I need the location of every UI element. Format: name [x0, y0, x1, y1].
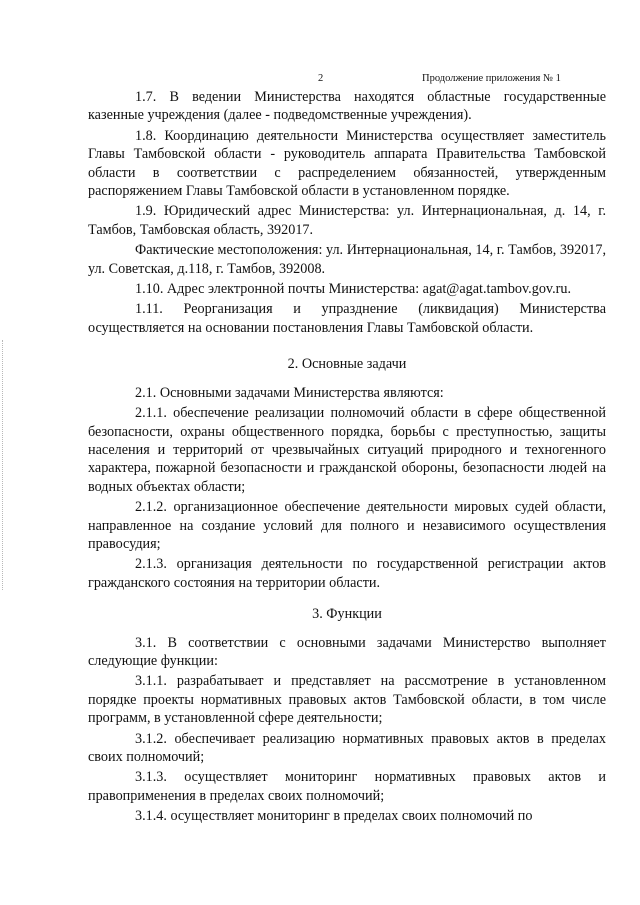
paragraph-1-11: 1.11. Реорганизация и упразднение (ликвидация) Министерства осуществляется на основании постановления Главы Тамбовской области.	[88, 301, 606, 336]
scan-margin-mark	[2, 340, 5, 590]
paragraph-3-1: 3.1. В соответствии с основными задачами Министерство выполняет следующие функции:	[88, 634, 606, 669]
paragraph-3-1-3: 3.1.3. осуществляет мониторинг нормативных правовых актов и правоприменения в пределах своих полномочий;	[88, 769, 606, 804]
section-heading-3: 3. Функции	[312, 606, 382, 623]
paragraph-1-9-actual-locations: Фактические местоположения: ул. Интернациональная, 14, г. Тамбов, 392017, ул. Советская, д.118, г. Тамбов, 392008.	[88, 242, 606, 277]
paragraph-2-1-2: 2.1.2. организационное обеспечение деятельности мировых судей области, направленное на создание условий для полного и независимого осуществления правосудия;	[88, 499, 606, 552]
header-note: Продолжение приложения № 1	[422, 73, 561, 84]
paragraph-1-8: 1.8. Координацию деятельности Министерства осуществляет заместитель Главы Тамбовской области - руководитель аппарата Правительства Тамбовской области в соответствии с распределением обязанностей, утвержденным распоряжением Главы Тамбовской области в установленном порядке.	[88, 127, 606, 200]
paragraph-3-1-4: 3.1.4. осуществляет мониторинг в пределах своих полномочий по	[135, 808, 533, 825]
section-heading-2: 2. Основные задачи	[287, 356, 407, 373]
paragraph-1-10: 1.10. Адрес электронной почты Министерства: agat@agat.tambov.gov.ru.	[135, 281, 572, 298]
page-number: 2	[318, 73, 324, 84]
paragraph-1-9: 1.9. Юридический адрес Министерства: ул. Интернациональная, д. 14, г. Тамбов, Тамбовская область, 392017.	[88, 203, 606, 238]
paragraph-2-1: 2.1. Основными задачами Министерства являются:	[135, 384, 444, 401]
paragraph-2-1-3: 2.1.3. организация деятельности по государственной регистрации актов гражданского состояния на территории области.	[88, 556, 606, 591]
document-body	[88, 88, 606, 828]
paragraph-3-1-1: 3.1.1. разрабатывает и представляет на рассмотрение в установленном порядке проекты нормативных правовых актов Тамбовской области, в том числе программ, в установленной сфере деятельности;	[88, 673, 606, 727]
paragraph-1-7: 1.7. В ведении Министерства находятся областные государственные казенные учреждения (далее - подведомственные учреждения).	[88, 89, 606, 124]
paragraph-3-1-2: 3.1.2. обеспечивает реализацию нормативных правовых актов в пределах своих полномочий;	[88, 730, 606, 765]
paragraph-2-1-1: 2.1.1. обеспечение реализации полномочий области в сфере общественной безопасности, охраны общественного порядка, борьбы с преступностью, защиты населения и территорий от чрезвычайных ситуаций природного и техногенного характера, пожарной безопасности и гражданской обороны, безопасности людей на водных объектах области;	[88, 405, 606, 495]
